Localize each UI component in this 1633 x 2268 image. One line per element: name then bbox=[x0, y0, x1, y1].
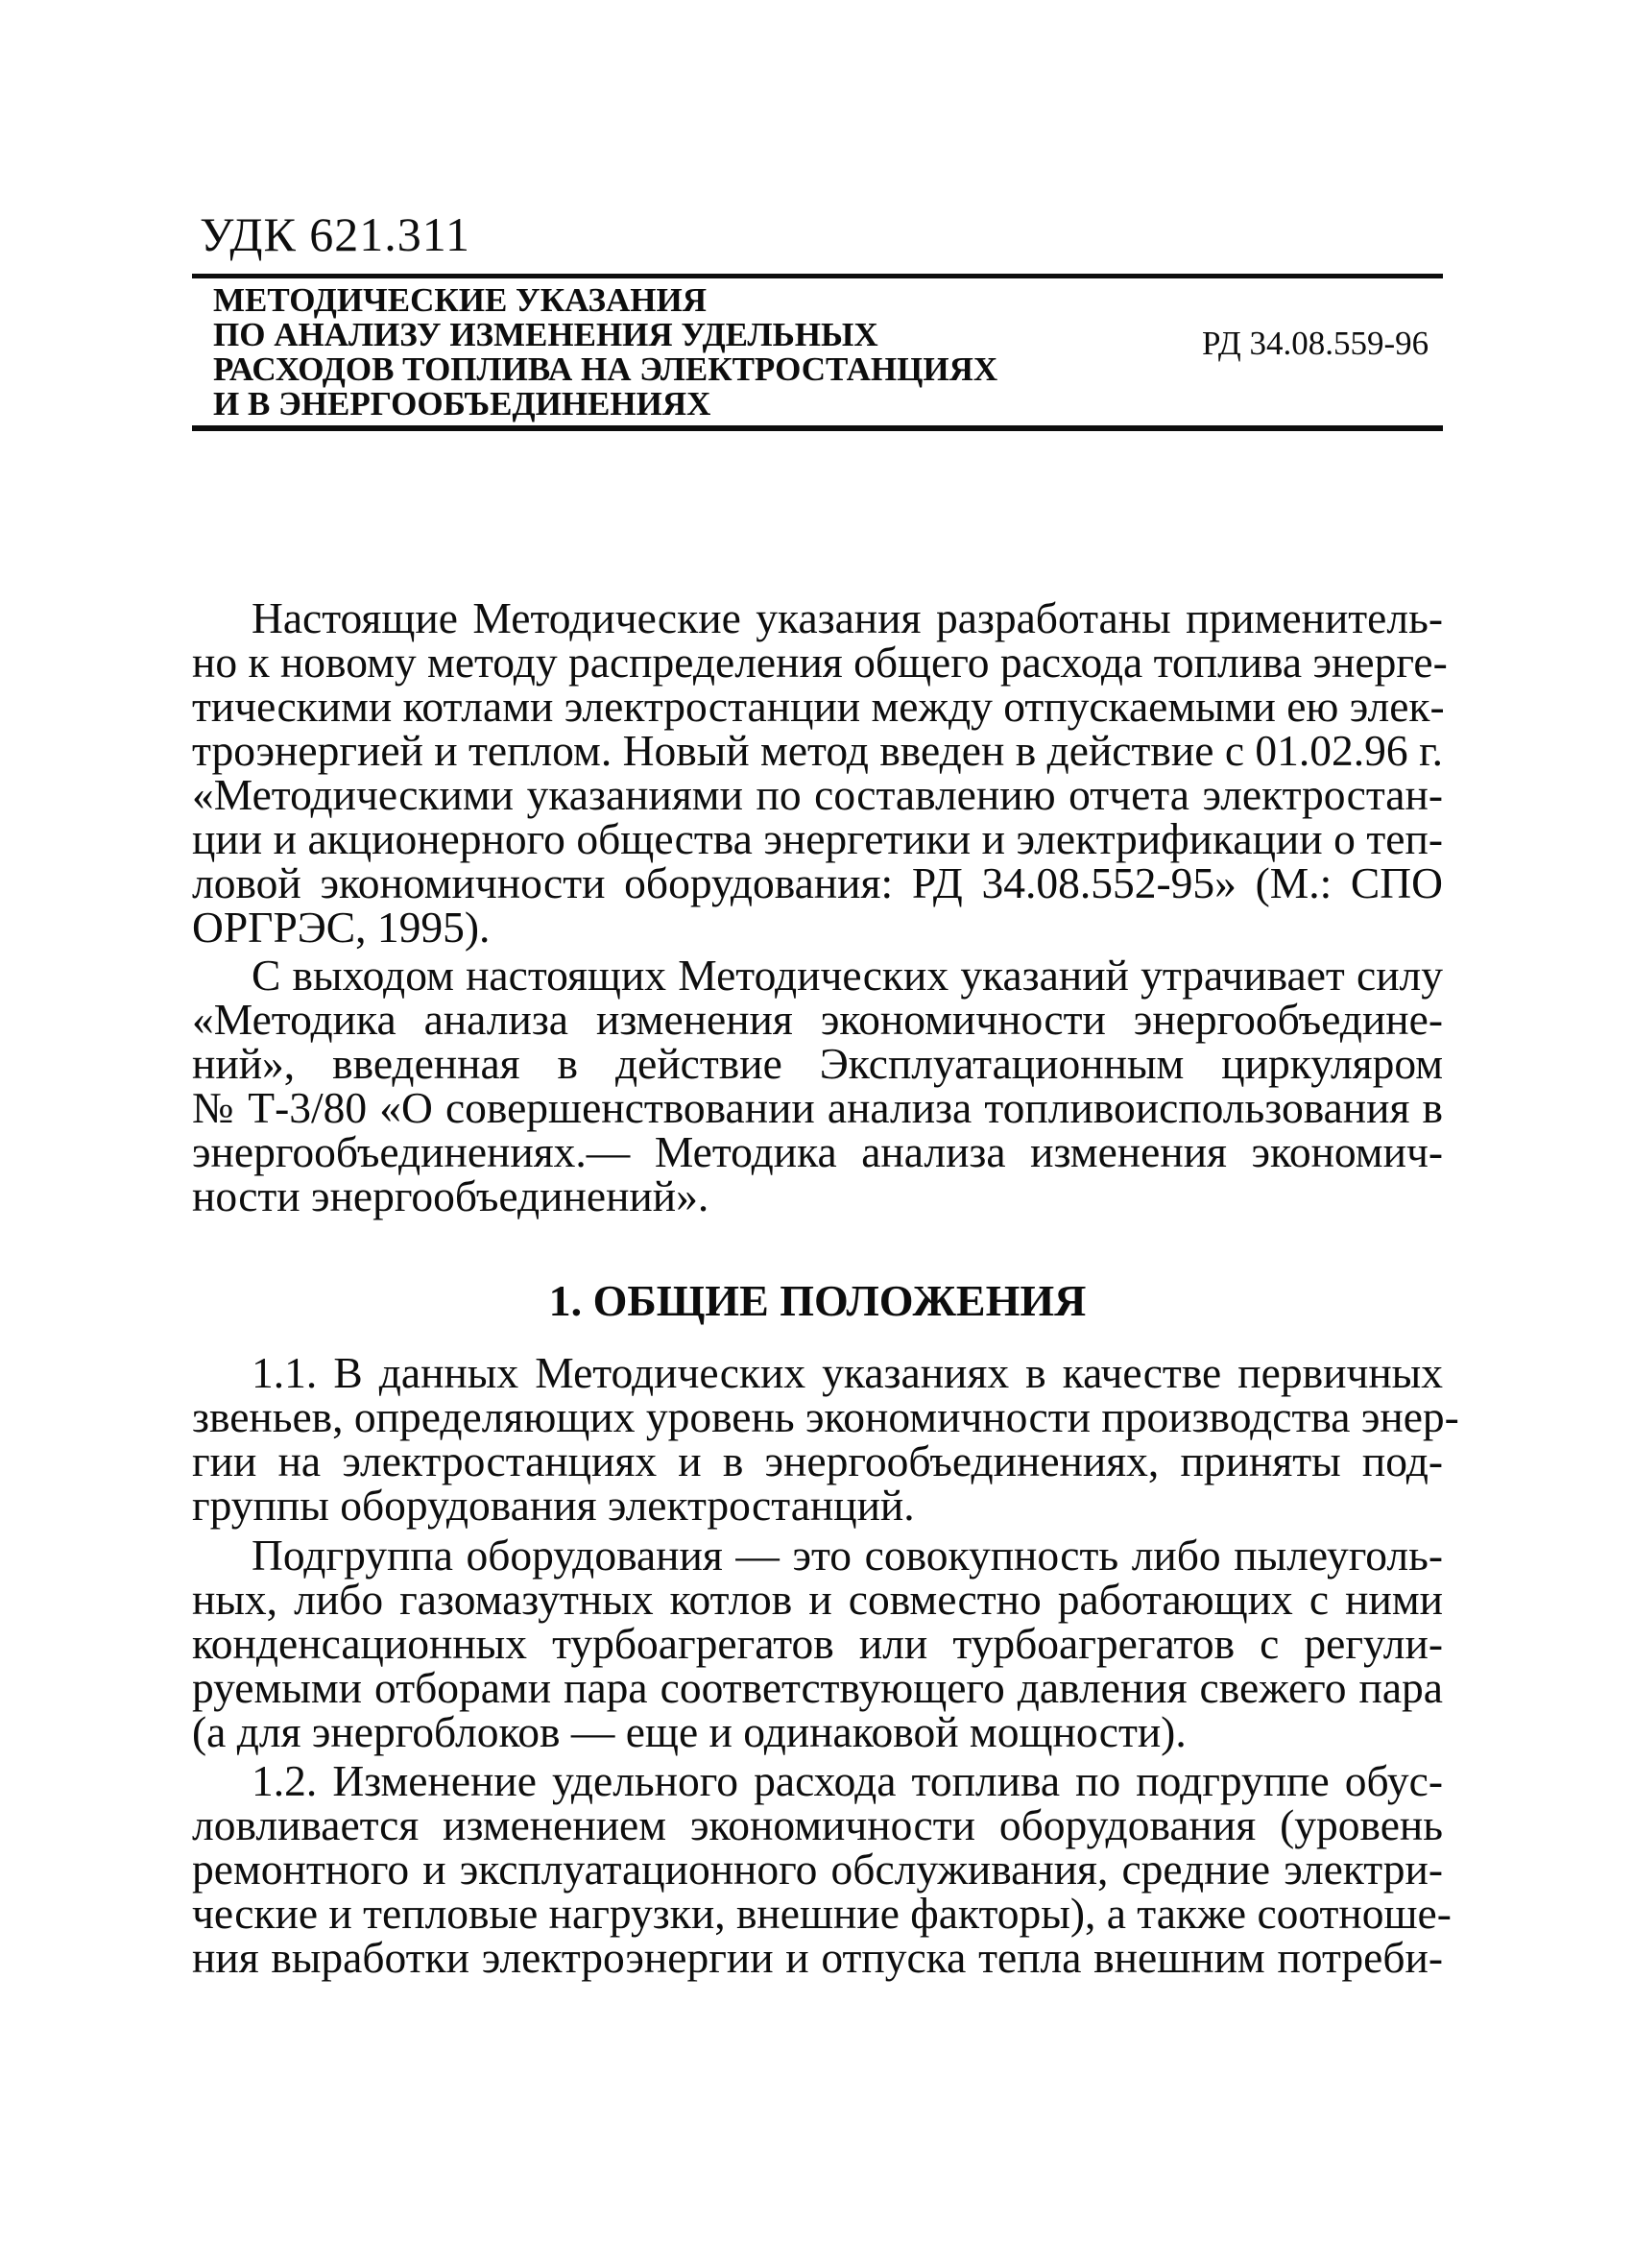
text-line: ловливается изменением экономичности оборудования (уровень bbox=[192, 1800, 1443, 1849]
section-paragraph bbox=[192, 1756, 1452, 1982]
text-line: С выходом настоящих Методических указаний утрачивает силу bbox=[252, 951, 1443, 1000]
document-title-line: ПО АНАЛИЗУ ИЗМЕНЕНИЯ УДЕЛЬНЫХ bbox=[213, 316, 878, 353]
text-line: ний», введенная в действие Эксплуатационным циркуляром bbox=[192, 1039, 1443, 1088]
text-line: но к новому методу распределения общего расхода топлива энерге- bbox=[192, 638, 1448, 687]
intro-paragraph bbox=[192, 593, 1448, 952]
document-title-line: МЕТОДИЧЕСКИЕ УКАЗАНИЯ bbox=[213, 281, 707, 319]
text-line: 1.1. В данных Методических указаниях в качестве первичных bbox=[252, 1348, 1443, 1397]
document-title-line: И В ЭНЕРГООБЪЕДИНЕНИЯХ bbox=[213, 385, 711, 422]
text-line: энергообъединениях.— Методика анализа изменения экономич- bbox=[192, 1127, 1443, 1176]
text-line: гии на электростанциях и в энергообъединениях, приняты под- bbox=[192, 1436, 1443, 1485]
document-code: РД 34.08.559-96 bbox=[1202, 325, 1429, 362]
udk-code: УДК 621.311 bbox=[200, 207, 470, 261]
text-line: звеньев, определяющих уровень экономичности производства энер- bbox=[192, 1392, 1459, 1441]
header-top-rule bbox=[192, 274, 1443, 278]
text-line: ности энергообъединений». bbox=[192, 1171, 709, 1220]
text-line: троэнергией и теплом. Новый метод введен в действие с 01.02.96 г. bbox=[192, 726, 1443, 775]
document-title bbox=[213, 283, 997, 422]
text-line: «Методика анализа изменения экономичности энергообъедине- bbox=[192, 995, 1443, 1044]
section-paragraph bbox=[192, 1348, 1459, 1530]
text-line: ных, либо газомазутных котлов и совместно работающих с ними bbox=[192, 1575, 1443, 1624]
text-line: конденсационных турбоагрегатов или турбоагрегатов с регули- bbox=[192, 1619, 1443, 1668]
section-heading: 1. ОБЩИЕ ПОЛОЖЕНИЯ bbox=[548, 1276, 1087, 1325]
section-paragraph bbox=[192, 1533, 1443, 1754]
text-line: тическими котлами электростанции между отпускаемыми ею элек- bbox=[192, 682, 1445, 731]
text-line: ловой экономичности оборудования: РД 34.08.552-95» (М.: СПО bbox=[192, 858, 1443, 907]
text-line: (а для энергоблоков — еще и одинаковой мощности). bbox=[192, 1707, 1187, 1756]
text-line: «Методическими указаниями по составлению отчета электростан- bbox=[192, 770, 1443, 819]
intro-paragraph bbox=[192, 953, 1443, 1218]
document-title-line: РАСХОДОВ ТОПЛИВА НА ЭЛЕКТРОСТАНЦИЯХ bbox=[213, 350, 998, 388]
text-line: ческие и тепловые нагрузки, внешние факторы), а также соотноше- bbox=[192, 1889, 1452, 1938]
text-line: 1.2. Изменение удельного расхода топлива по подгруппе обус- bbox=[252, 1756, 1443, 1805]
text-line: № Т-3/80 «О совершенствовании анализа топливоиспользования в bbox=[192, 1083, 1443, 1132]
text-line: ремонтного и эксплуатационного обслуживания, средние электри- bbox=[192, 1845, 1443, 1894]
text-line: Настоящие Методические указания разработаны применитель- bbox=[252, 593, 1443, 642]
text-line: руемыми отборами пара соответствующего давления свежего пара bbox=[192, 1663, 1443, 1712]
text-line: Подгруппа оборудования — это совокупность либо пылеуголь- bbox=[252, 1531, 1443, 1580]
text-line: ции и акционерного общества энергетики и электрификации о теп- bbox=[192, 814, 1443, 863]
text-line: группы оборудования электростанций. bbox=[192, 1481, 915, 1530]
text-line: ния выработки электроэнергии и отпуска тепла внешним потреби- bbox=[192, 1933, 1443, 1982]
text-line: ОРГРЭС, 1995). bbox=[192, 903, 491, 952]
header-bottom-rule bbox=[192, 425, 1443, 431]
